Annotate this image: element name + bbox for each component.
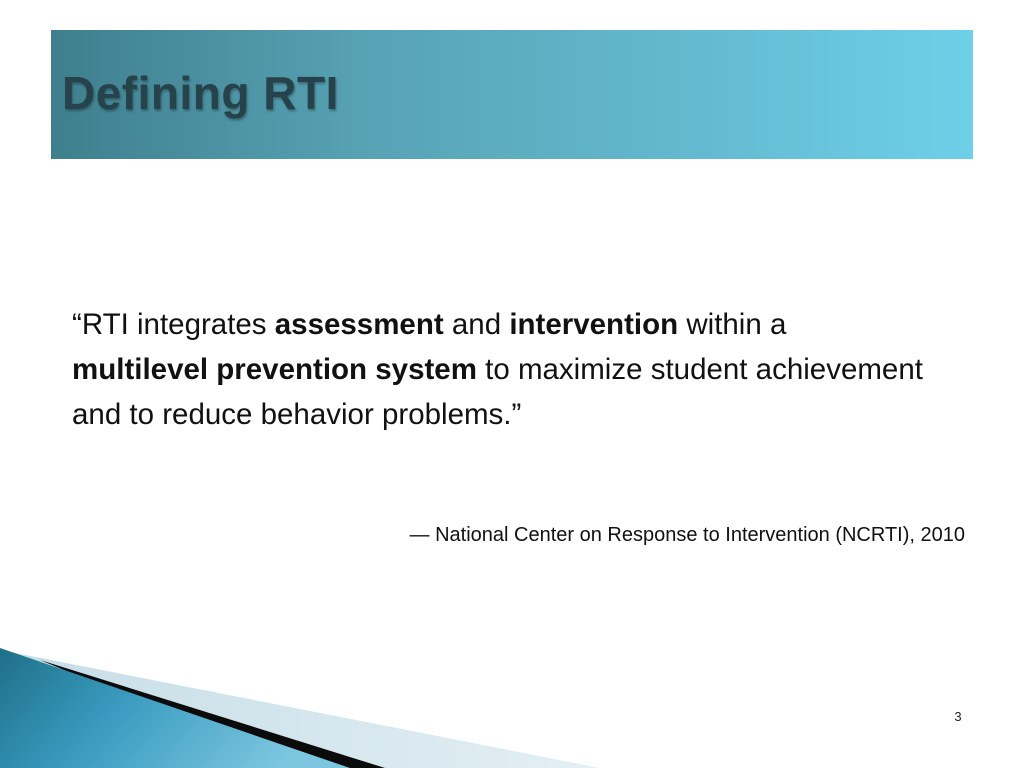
slide-title: Defining RTI	[62, 67, 339, 119]
quote-part-2: and	[443, 308, 510, 341]
quote-part-1: “RTI integrates	[72, 308, 275, 341]
quote-attribution: — National Center on Response to Intervention (NCRTI), 2010	[409, 524, 965, 546]
quote-bold-assessment: assessment	[274, 308, 444, 341]
quote-bold-intervention: intervention	[509, 308, 679, 341]
quote-part-4: to maximize student achievement and to reduce behavior problems.”	[72, 353, 923, 431]
quote-part-3: within a	[678, 308, 787, 341]
slide-number: 3	[954, 709, 962, 724]
quote-bold-multilevel-prevention-system: multilevel prevention system	[72, 353, 477, 386]
decor-teal-wedge	[0, 648, 350, 768]
